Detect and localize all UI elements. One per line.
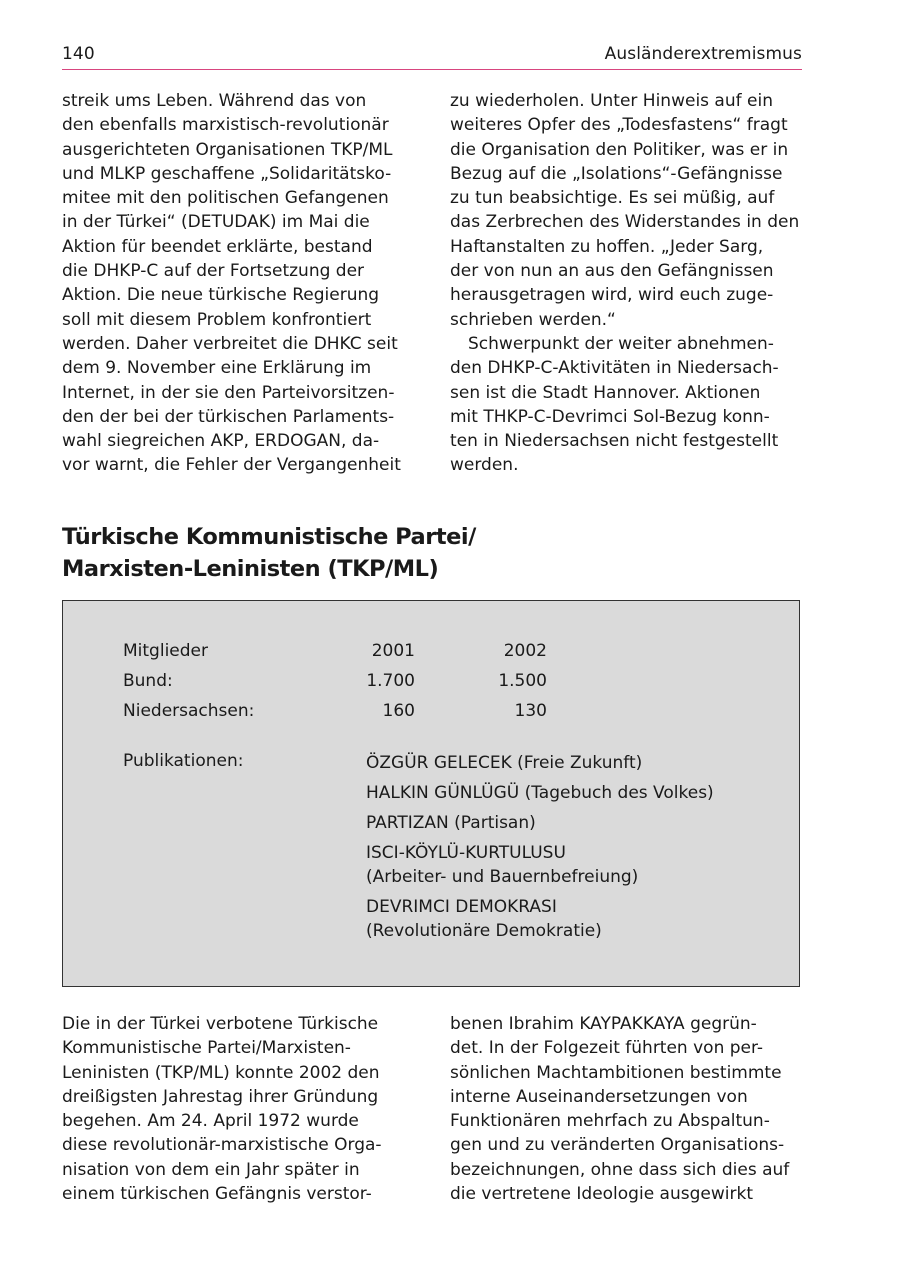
publication-item (366, 895, 714, 943)
text-line: einem türkischen Gefängnis verstor- (62, 1184, 372, 1205)
publication-title: DEVRIMCI DEMOKRASI (366, 897, 557, 917)
text-line: Haftanstalten zu hoffen. „Jeder Sarg, (450, 236, 764, 257)
section-heading-line: Türkische Kommunistische Partei/ (62, 524, 476, 550)
text-line: Kommunistische Partei/Marxisten- (62, 1038, 351, 1059)
publication-translation: (Arbeiter- und Bauernbefreiung) (366, 867, 639, 887)
text-line: der von nun an aus den Gefängnissen (450, 261, 774, 282)
text-line: ten in Niedersachsen nicht festgestellt (450, 431, 779, 452)
publication-title: HALKIN GÜNLÜGÜ (Tagebuch des Volkes) (366, 783, 714, 803)
text-line: Bezug auf die „Isolations“-Gefängnisse (450, 163, 783, 184)
publication-item (366, 781, 714, 805)
text-line: begehen. Am 24. April 1972 wurde (62, 1111, 359, 1132)
publication-translation: (Revolutionäre Demokratie) (366, 921, 602, 941)
publication-title: ISCI-KÖYLÜ-KURTULUSU (366, 843, 566, 863)
text-line: die DHKP-C auf der Fortsetzung der (62, 261, 365, 282)
text-line: Die in der Türkei verbotene Türkische (62, 1014, 379, 1034)
text-line: Funktionären mehrfach zu Abspaltun- (450, 1111, 770, 1132)
text-line: mitee mit den politischen Gefangenen (62, 188, 389, 209)
text-column-bottom-right (450, 1012, 806, 1206)
text-line: den der bei der türkischen Parlaments- (62, 406, 395, 427)
text-line: Leninisten (TKP/ML) konnte 2002 den (62, 1062, 380, 1083)
publications-label: Publikationen: (123, 751, 244, 771)
year-2002: 2002 (503, 641, 547, 661)
text-line: den ebenfalls marxistisch-revolutionär (62, 115, 389, 136)
text-line: zu tun beabsichtige. Es sei müßig, auf (450, 188, 775, 209)
section-heading (62, 521, 476, 585)
row-label: Bund: (123, 671, 173, 691)
text-line: sen ist die Stadt Hannover. Aktionen (450, 382, 761, 403)
text-line: nisation von dem ein Jahr später in (62, 1159, 360, 1180)
text-line: interne Auseinandersetzungen von (450, 1086, 748, 1107)
text-line: weiteres Opfer des „Todesfastens“ fragt (450, 115, 788, 136)
text-line: Schwerpunkt der weiter abnehmen- (468, 333, 774, 354)
text-line: diese revolutionär-marxistische Orga- (62, 1135, 382, 1156)
text-line: ausgerichteten Organisationen TKP/ML (62, 139, 393, 160)
publication-item (366, 811, 714, 835)
page-number: 140 (62, 44, 95, 64)
text-line: bezeichnungen, ohne dass sich dies auf (450, 1159, 790, 1180)
members-row-bund (63, 671, 799, 695)
text-line: vor warnt, die Fehler der Vergangenheit (62, 455, 401, 476)
value-2002: 130 (514, 701, 547, 721)
publication-item (366, 751, 714, 775)
text-line: dreißigsten Jahrestag ihrer Gründung (62, 1086, 379, 1107)
members-row-niedersachsen (63, 701, 799, 725)
text-line: gen und zu veränderten Organisations- (450, 1135, 785, 1156)
text-column-bottom-left (62, 1012, 418, 1206)
header-rule (62, 69, 802, 70)
value-2002: 1.500 (498, 671, 547, 691)
publications-list (366, 751, 714, 949)
text-line: Internet, in der sie den Parteivorsitzen- (62, 382, 395, 403)
value-2001: 160 (382, 701, 415, 721)
text-line: benen Ibrahim KAYPAKKAYA gegrün- (450, 1014, 757, 1034)
text-column-top-left (62, 89, 418, 478)
text-column-top-right (450, 89, 806, 478)
organization-info-box (62, 600, 800, 987)
text-line: und MLKP geschaffene „Solidaritätsko- (62, 163, 392, 184)
value-2001: 1.700 (366, 671, 415, 691)
text-line: Aktion für beendet erklärte, bestand (62, 236, 373, 257)
text-line: wahl siegreichen AKP, ERDOGAN, da- (62, 431, 380, 452)
text-line: dem 9. November eine Erklärung im (62, 358, 372, 379)
publication-title: ÖZGÜR GELECEK (Freie Zukunft) (366, 753, 643, 773)
row-label: Niedersachsen: (123, 701, 255, 721)
running-header (62, 44, 802, 64)
year-2001: 2001 (371, 641, 415, 661)
text-line: soll mit diesem Problem konfrontiert (62, 309, 372, 330)
text-line: herausgetragen wird, wird euch zuge- (450, 285, 774, 306)
text-line: sönlichen Machtambitionen bestimmte (450, 1062, 782, 1083)
members-header-row (63, 641, 799, 665)
members-label: Mitglieder (123, 641, 208, 661)
text-line: den DHKP-C-Aktivitäten in Niedersach- (450, 358, 779, 379)
section-heading-line: Marxisten-Leninisten (TKP/ML) (62, 556, 439, 582)
text-line: in der Türkei“ (DETUDAK) im Mai die (62, 212, 370, 233)
text-line: die Organisation den Politiker, was er in (450, 139, 789, 160)
text-line: streik ums Leben. Während das von (62, 91, 367, 111)
text-line: das Zerbrechen des Widerstandes in den (450, 212, 800, 233)
text-line: die vertretene Ideologie ausgewirkt (450, 1184, 753, 1205)
publication-title: PARTIZAN (Partisan) (366, 813, 536, 833)
text-line: schrieben werden.“ (450, 309, 616, 330)
text-line: mit THKP-C-Devrimci Sol-Bezug konn- (450, 406, 770, 427)
publication-item (366, 841, 714, 889)
text-line: det. In der Folgezeit führten von per- (450, 1038, 764, 1059)
text-line: werden. Daher verbreitet die DHKC seit (62, 333, 398, 354)
text-line: werden. (450, 455, 519, 476)
text-line: zu wiederholen. Unter Hinweis auf ein (450, 91, 773, 111)
chapter-title: Ausländerextremismus (604, 44, 802, 64)
text-line: Aktion. Die neue türkische Regierung (62, 285, 380, 306)
